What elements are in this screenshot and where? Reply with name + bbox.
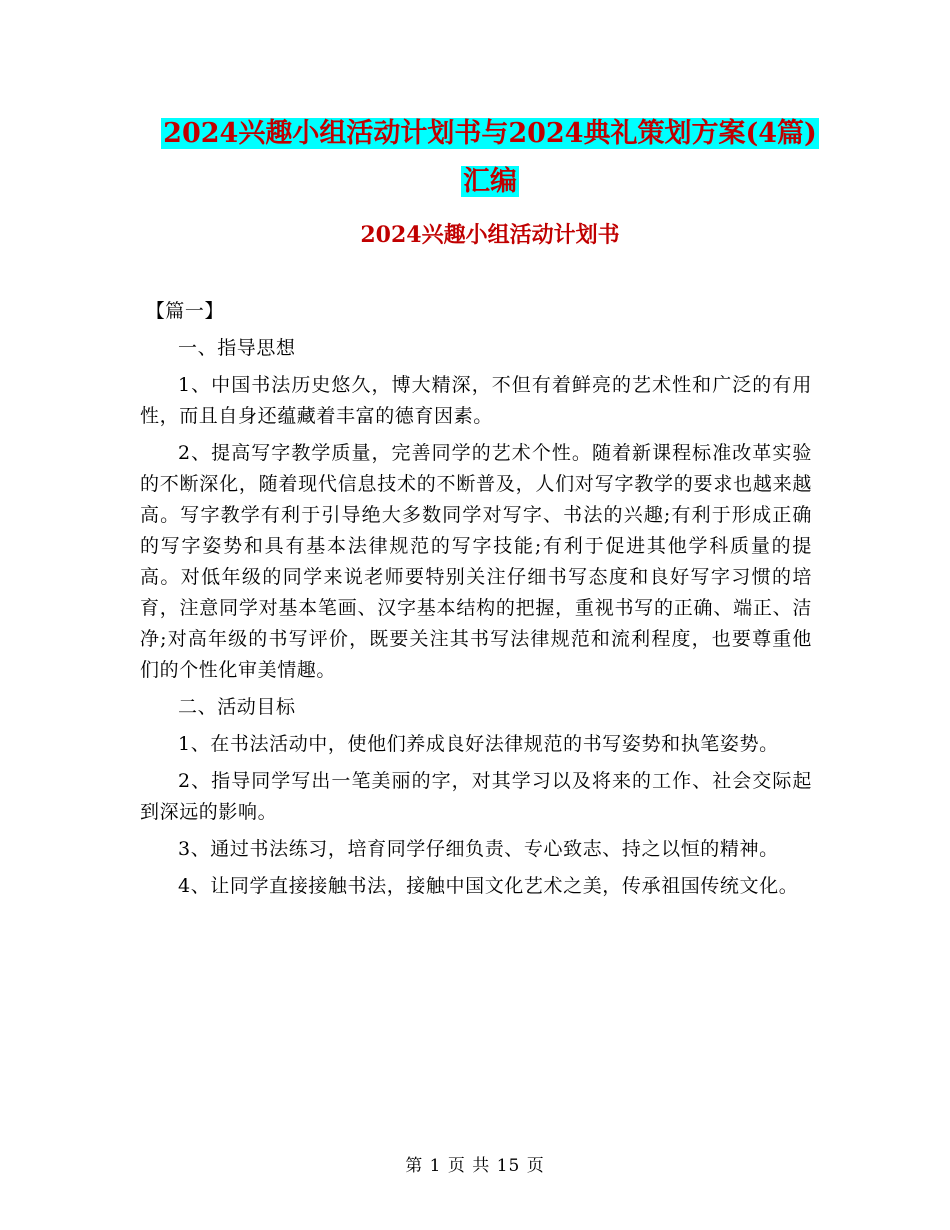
document-title-line-1: 2024兴趣小组活动计划书与2024典礼策划方案(4篇) xyxy=(163,118,817,149)
paragraph-1: 1、中国书法历史悠久，博大精深，不但有着鲜亮的艺术性和广泛的有用性，而且自身还蕴藏着丰富的德育因素。 xyxy=(140,374,812,427)
document-title-line-2: 汇编 xyxy=(463,166,517,197)
document-body xyxy=(140,296,812,908)
page-number-footer: 第 1 页 共 15 页 xyxy=(405,1156,545,1176)
document-title xyxy=(140,110,840,206)
goal-1: 1、在书法活动中，使他们养成良好法律规范的书写姿势和执笔姿势。 xyxy=(178,733,779,755)
paragraph-2: 2、提高写字教学质量，完善同学的艺术个性。随着新课程标准改革实验的不断深化，随着现代信息技术的不断普及，人们对写字教学的要求也越来越高。写字教学有利于引导绝大多数同学对写字、书法的兴趣;有利于形成正确的写字姿势和具有基本法律规范的写字技能;有利于促进其他学科质量的提高。对低年级的同学来说老师要特别关注仔细书写态度和良好写字习惯的培育，注意同学对基本笔画、汉字基本结构的把握，重视书写的正确、端正、洁净;对高年级的书写评价，既要关注其书写法律规范和流利程度，也要尊重他们的个性化审美情趣。 xyxy=(140,442,812,681)
goal-4: 4、让同学直接接触书法，接触中国文化艺术之美，传承祖国传统文化。 xyxy=(178,875,799,897)
part-label: 【篇一】 xyxy=(145,300,225,322)
goal-3: 3、通过书法练习，培育同学仔细负责、专心致志、持之以恒的精神。 xyxy=(178,838,779,860)
heading-activity-goals: 二、活动目标 xyxy=(178,696,296,718)
section-title: 2024兴趣小组活动计划书 xyxy=(360,222,620,248)
heading-guiding-ideology: 一、指导思想 xyxy=(178,337,296,359)
goal-2: 2、指导同学写出一笔美丽的字，对其学习以及将来的工作、社会交际起到深远的影响。 xyxy=(140,770,812,823)
